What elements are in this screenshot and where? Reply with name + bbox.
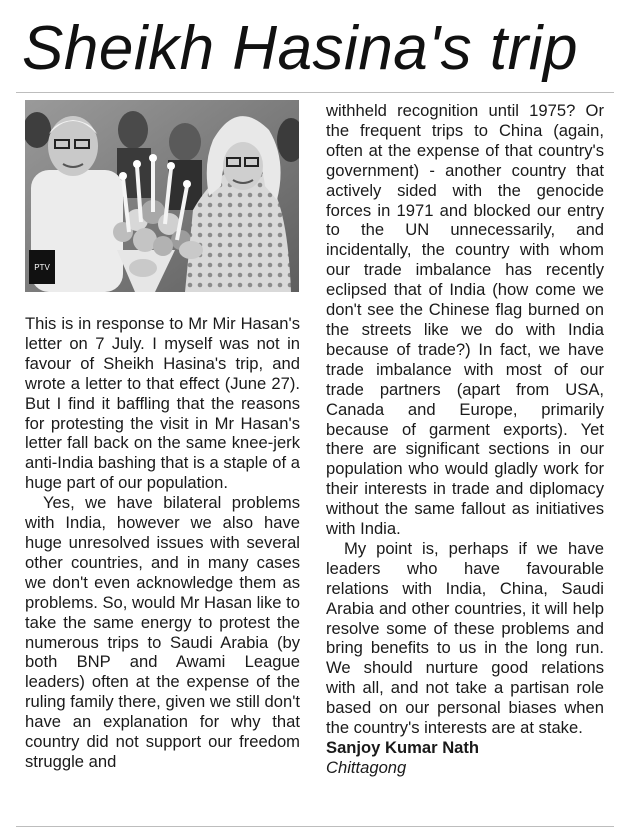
crowd-person	[169, 123, 201, 161]
body-paragraph: Yes, we have bilateral problems with India, however we also have huge unresolved issues with several other countries, and in many cases we don't even acknowledge them as problems. So, would Mr Hasan like to take the same energy to protest the numerous trips to Saudi Arabia (by both BNP and Awami League leaders) often at the expense of the ruling family there, given we still don't have an explanation for why that country did not support our freedom struggle and	[25, 493, 300, 771]
author-location: Chittagong	[326, 757, 407, 777]
news-photo-illustration	[25, 100, 299, 292]
bottom-divider	[16, 826, 614, 827]
news-photo	[25, 100, 299, 292]
body-paragraph: withheld recognition until 1975? Or the frequent trips to China (again, often at the expense of that country's government) - another country that actively sided with the genocide forces in 1971 and blocked our entry to the UN unnecessarily, and incidentally, the country with whom our trade imbalance has recently eclipsed that of India (how come we don't see the Chinese flag burned on the streets like we do with India because of trade?) In fact, we have trade imbalance with most of our trade partners (apart from USA, Canada and Europe, primarily because of garment exports). Yet there are significant sections in our population who would gladly work for their interests in trade and diplomacy without the same fallout as initiatives with India.	[326, 101, 604, 539]
body-paragraph: This is in response to Mr Mir Hasan's letter on 7 July. I myself was not in favour of Sheikh Hasina's trip, and wrote a letter to that effect (June 27). But I find it baffling that the reasons for protesting the visit in Mr Hasan's letter fall back on the same knee-jerk anti-India bashing that is a staple of a huge part of our population.	[25, 314, 300, 493]
mic-logo: PTV	[34, 263, 50, 272]
crowd-person	[118, 111, 148, 149]
author-name: Sanjoy Kumar Nath	[326, 738, 480, 757]
right-column	[326, 101, 604, 778]
body-paragraph: My point is, perhaps if we have leaders who have favourable relations with India, China, Saudi Arabia and other countries, it will help resolve some of these problems and bring benefits to us in the long run. We should nurture good relations with all, and not take a partisan role based on our personal biases when the country's interests are at stake.	[326, 538, 604, 738]
article-title: Sheikh Hasina's trip	[22, 14, 578, 83]
top-divider	[16, 92, 614, 93]
left-column	[25, 314, 300, 772]
